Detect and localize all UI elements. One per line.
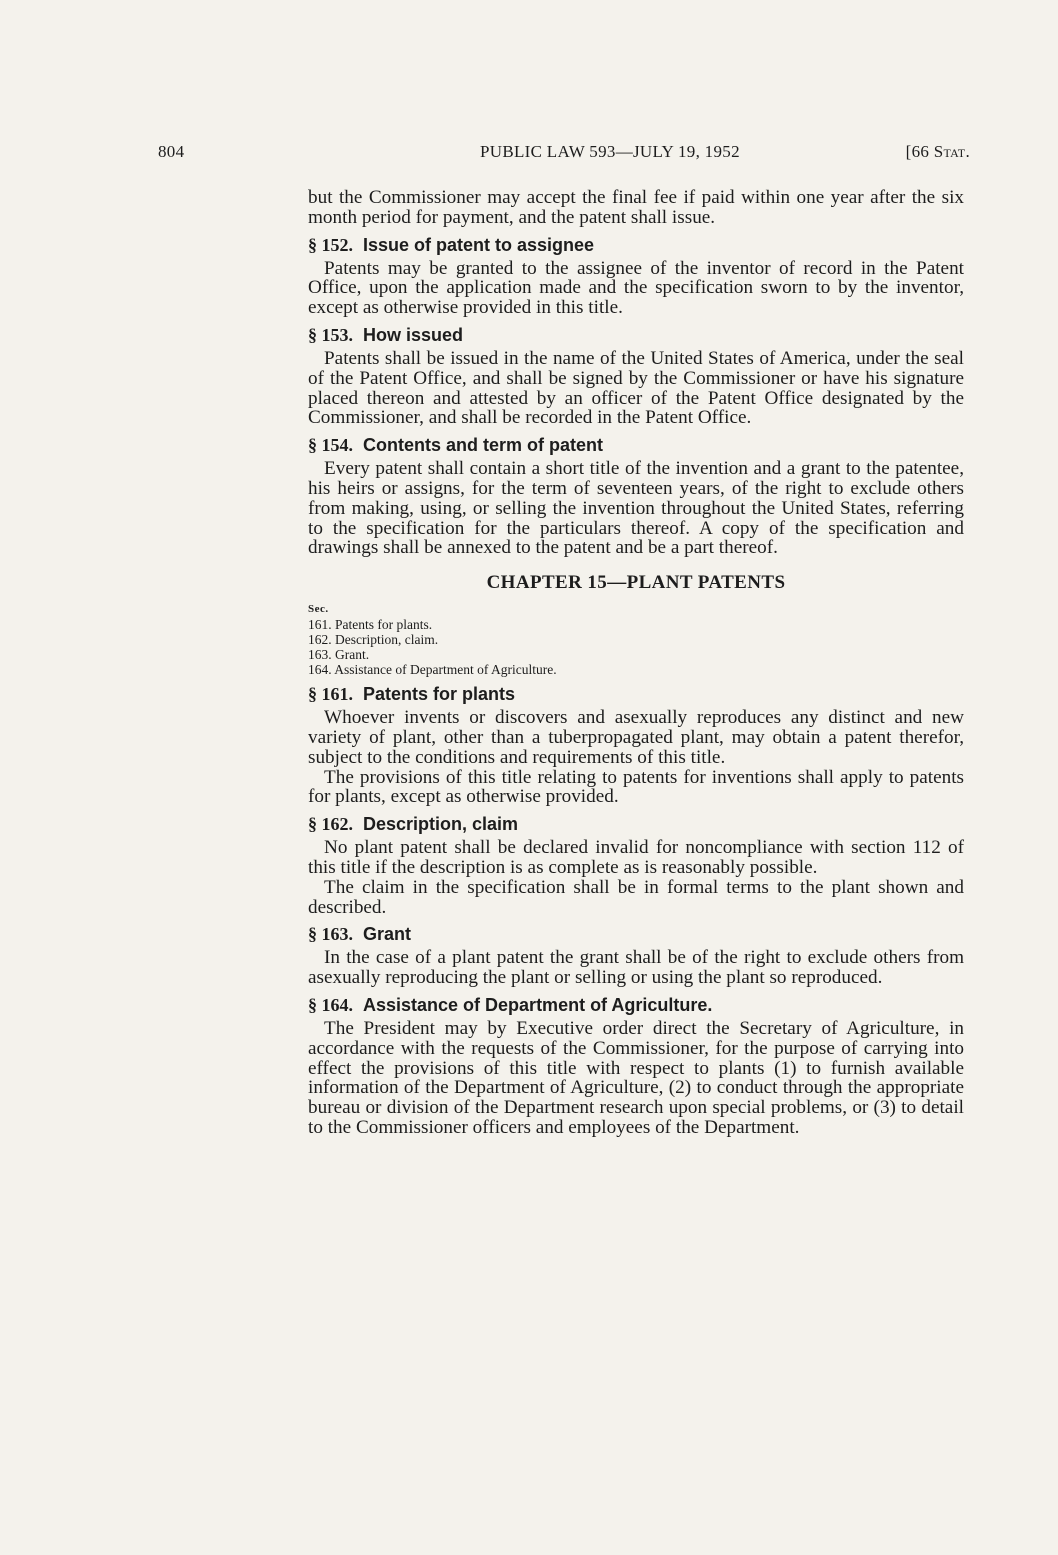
toc-item: 161. Patents for plants. — [308, 617, 433, 633]
section-153 — [308, 324, 964, 428]
chapter-title: CHAPTER 15—PLANT PATENTS — [486, 572, 786, 594]
section-paragraph: Every patent shall contain a short title of the invention and a grant to the patentee, his heirs or assigns, for the term of seventeen years, of the right to exclude others from making, using, or selling the invention throughout the United States, referring to the specification for the particulars thereof. A copy of the specification and drawings shall be annexed to the patent and be a part thereof. — [308, 458, 964, 559]
section-164 — [308, 994, 964, 1138]
section-number: § 163. — [308, 924, 353, 945]
section-number: § 164. — [308, 994, 353, 1015]
toc-item: 164. Assistance of Department of Agriculture. — [308, 662, 557, 678]
section-heading — [308, 813, 964, 835]
section-heading — [308, 683, 964, 705]
toc-item: 163. Grant. — [308, 647, 370, 663]
section-number: § 152. — [308, 234, 353, 255]
section-number: § 161. — [308, 684, 353, 705]
section-paragraph: The provisions of this title relating to patents for inventions shall apply to patents for plants, except as otherwise provided. — [308, 766, 964, 808]
section-title: Patents for plants — [363, 684, 516, 705]
section-number: § 162. — [308, 814, 353, 835]
section-number: § 154. — [308, 435, 353, 456]
section-paragraph: Patents shall be issued in the name of the United States of America, under the seal of the Patent Office, and shall be signed by the Commissioner or have his signature placed thereon and attested by an officer of the Patent Office designated by the Commissioner, and shall be recorded in the Patent Office. — [308, 347, 964, 429]
section-heading — [308, 434, 964, 456]
section-paragraph: In the case of a plant patent the grant shall be of the right to exclude others from asexually reproducing the plant or selling or using the plant so reproduced. — [308, 947, 964, 989]
section-heading — [308, 324, 964, 346]
toc-item: 162. Description, claim. — [308, 632, 439, 648]
section-number: § 153. — [308, 324, 353, 345]
section-title: Grant — [363, 924, 412, 945]
section-152 — [308, 234, 964, 318]
section-title: Description, claim — [363, 814, 519, 835]
section-title: Contents and term of patent — [363, 435, 604, 456]
section-162 — [308, 813, 964, 917]
section-163 — [308, 923, 964, 988]
section-paragraph: The claim in the specification shall be in formal terms to the plant shown and described. — [308, 876, 964, 918]
running-title: PUBLIC LAW 593—JULY 19, 1952 — [480, 142, 740, 161]
page-number: 804 — [158, 142, 185, 161]
section-paragraph: Whoever invents or discovers and asexually reproduces any distinct and new variety of plant, other than a tuberpropagated plant, may obtain a patent therefor, subject to the conditions and requirements of this title. — [308, 707, 964, 768]
section-154 — [308, 434, 964, 558]
section-paragraph: The President may by Executive order direct the Secretary of Agriculture, in accordance with the requests of the Commissioner, for the purpose of carrying into effect the provisions of this title with respect to plants (1) to furnish available information of the Department of Agriculture, (2) to conduct through the appropriate bureau or division of the Department research upon special problems, or (3) to detail to the Commissioner officers and employees of the Department. — [308, 1017, 964, 1138]
section-heading — [308, 234, 964, 256]
section-heading — [308, 923, 964, 945]
page-header — [158, 142, 970, 166]
section-title: Issue of patent to assignee — [363, 234, 595, 255]
section-161 — [308, 683, 964, 807]
statute-reference: [66 Stat. — [905, 142, 970, 161]
continuation-paragraph: but the Commissioner may accept the final fee if paid within one year after the six month period for payment, and the patent shall issue. — [308, 187, 964, 228]
section-paragraph: Patents may be granted to the assignee of the inventor of record in the Patent Office, upon the application made and the specification sworn to by the inventor, except as otherwise provided in this title. — [308, 257, 964, 319]
section-heading — [308, 994, 964, 1016]
chapter-table-of-contents — [308, 602, 964, 677]
page-body — [308, 188, 964, 1138]
toc-label: Sec. — [308, 603, 329, 616]
section-title: Assistance of Department of Agriculture. — [363, 994, 713, 1015]
section-title: How issued — [363, 324, 464, 345]
section-paragraph: No plant patent shall be declared invalid for noncompliance with section 112 of this title if the description is as complete as is reasonably possible. — [308, 837, 964, 878]
